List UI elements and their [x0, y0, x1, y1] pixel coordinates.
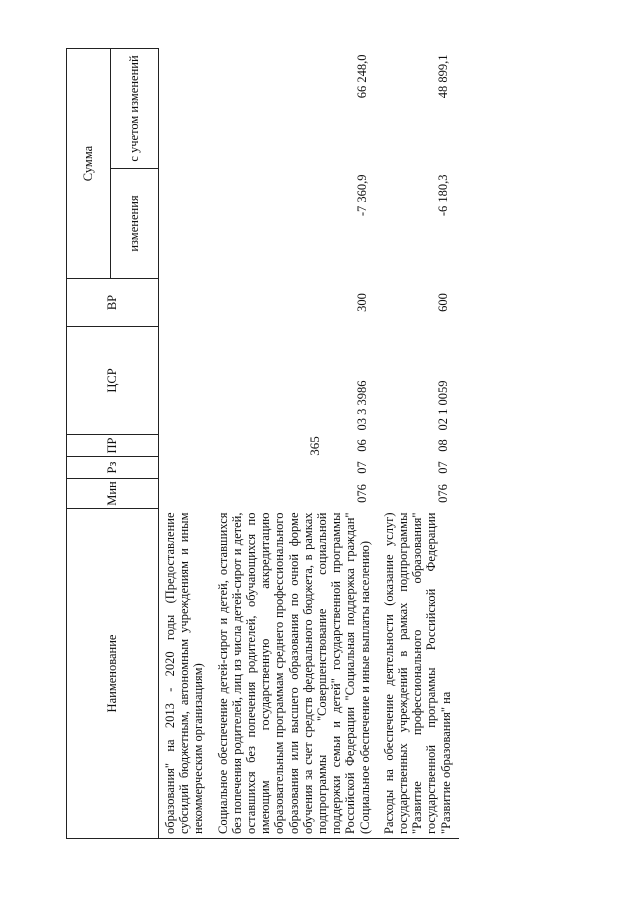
row-rz	[159, 457, 212, 479]
row-pr	[159, 435, 212, 457]
budget-table-sheet	[66, 49, 606, 839]
table-row	[159, 49, 212, 839]
header-csr: ЦСР	[67, 327, 159, 435]
row-min: 076	[435, 484, 450, 503]
row-min	[159, 479, 212, 509]
budget-table	[66, 48, 459, 839]
table-header	[67, 49, 159, 839]
row-csr: 02 1 0059	[435, 380, 450, 431]
row-vr: 300	[354, 293, 369, 312]
header-rz: Рз	[67, 457, 159, 479]
row-vr	[159, 279, 212, 327]
row-total	[159, 49, 212, 169]
row-change: -7 360,9	[354, 174, 369, 217]
row-total: 66 248,0	[354, 54, 369, 99]
row-total: 48 899,1	[435, 54, 450, 99]
row-change: -6 180,3	[435, 174, 450, 217]
header-change: изменения	[111, 169, 159, 279]
row-name: Социальное обеспечение детей-сирот и детей, оставшихся без попечения родителей, лиц из числа детей-сирот и детей, оставшихся без попечения родителей, обучающихся по имеющим государственную аккредитацию образовательным программам среднего профессионального образования или высшего образования по очной форме обучения за счет средств федерального бюджета, в рамках подпрограммы "Совершенствование социальной поддержки семьи и детей" государственной программы Российской Федерации "Социальная поддержка граждан" (Социальное обеспечение и иные выплаты населению)	[212, 509, 378, 839]
row-name: образования" на 2013 - 2020 годы (Предоставление субсидий бюджетным, автономным учреждениям и иным некоммерческим организациям)	[159, 509, 212, 839]
header-min: Мин	[67, 479, 159, 509]
row-min: 076	[354, 484, 369, 503]
row-name: Расходы на обеспечение деятельности (оказание услуг) государственных учреждений в рамках подпрограммы "Развитие профессионального образования" государственной программы Российской Федерации "Развитие образования" на	[378, 509, 459, 839]
table-row	[212, 49, 378, 839]
header-pr: ПР	[67, 435, 159, 457]
header-with-change: с учетом изменений	[111, 49, 159, 169]
header-sum: Сумма	[67, 49, 111, 279]
row-rz: 07	[435, 461, 450, 474]
row-pr: 08	[435, 439, 450, 452]
header-vr: ВР	[67, 279, 159, 327]
row-change	[159, 169, 212, 279]
page-number: 365	[307, 436, 322, 456]
row-vr: 600	[435, 293, 450, 312]
row-csr	[159, 327, 212, 435]
row-csr: 03 3 3986	[354, 380, 369, 431]
row-rz: 07	[354, 461, 369, 474]
table-row	[378, 49, 459, 839]
header-name: Наименование	[67, 509, 159, 839]
row-pr: 06	[354, 439, 369, 452]
